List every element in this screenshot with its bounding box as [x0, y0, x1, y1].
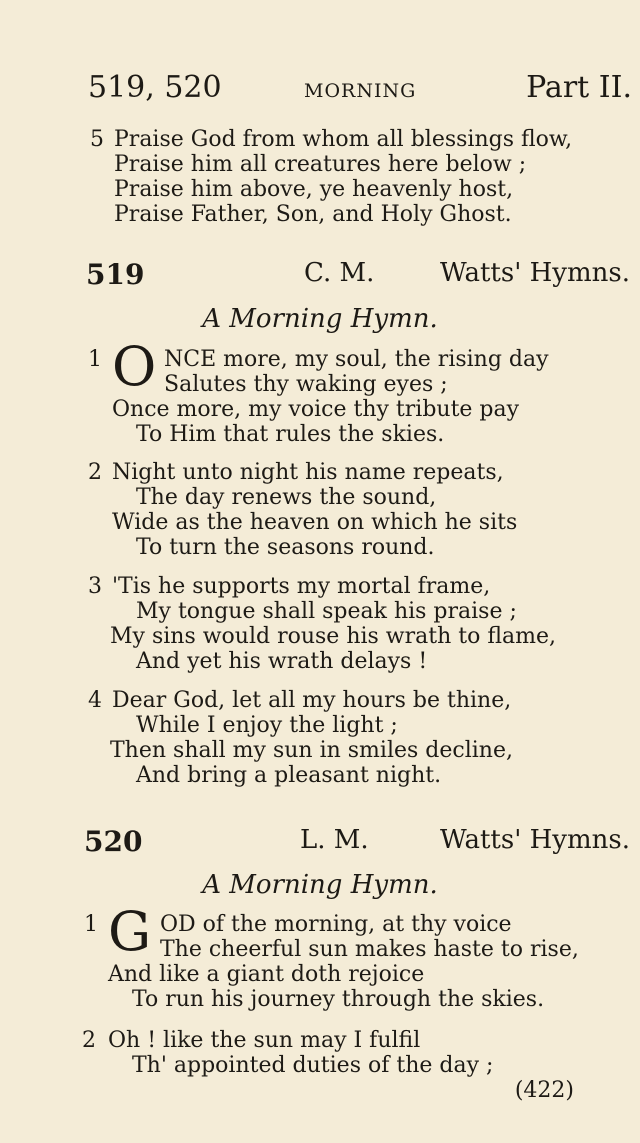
- page-number: (422): [514, 1078, 574, 1103]
- hymn-meter: L. M.: [300, 825, 369, 855]
- verse-number: 2: [88, 460, 102, 485]
- verse-line: My tongue shall speak his praise ;: [136, 599, 517, 624]
- hymn-subtitle: A Morning Hymn.: [202, 870, 438, 900]
- verse-number: 4: [88, 688, 102, 713]
- verse-number: 1: [84, 912, 98, 937]
- verse-line: My sins would rouse his wrath to flame,: [110, 624, 557, 649]
- verse-line: NCE more, my soul, the rising day: [164, 347, 549, 372]
- hymn-number: 520: [84, 825, 143, 858]
- drop-cap: G: [108, 900, 152, 963]
- hymn-subtitle: A Morning Hymn.: [202, 304, 438, 334]
- verse-line: And like a giant doth rejoice: [108, 962, 425, 987]
- verse-line: 'Tis he supports my mortal frame,: [112, 574, 491, 599]
- verse-line: Praise Father, Son, and Holy Ghost.: [114, 202, 512, 227]
- verse-line: To Him that rules the skies.: [136, 422, 445, 447]
- verse-number: 3: [88, 574, 102, 599]
- verse-line: Oh ! like the sun may I fulfil: [108, 1028, 421, 1053]
- header-part: Part II.: [526, 70, 632, 105]
- verse-line: Salutes thy waking eyes ;: [164, 372, 448, 397]
- verse-line: Praise God from whom all blessings flow,: [114, 127, 573, 152]
- hymn-source: Watts' Hymns.: [440, 825, 630, 855]
- hymn-meter: C. M.: [304, 258, 375, 288]
- verse-line: OD of the morning, at thy voice: [160, 912, 512, 937]
- verse-line: The day renews the sound,: [136, 485, 437, 510]
- verse-line: To run his journey through the skies.: [132, 987, 545, 1012]
- verse-line: Th' appointed duties of the day ;: [132, 1053, 494, 1078]
- verse-line: Once more, my voice thy tribute pay: [112, 397, 520, 422]
- verse-number: 1: [88, 347, 102, 372]
- verse-number: 2: [82, 1028, 96, 1053]
- hymn-source: Watts' Hymns.: [440, 258, 630, 288]
- verse-line: And yet his wrath delays !: [136, 649, 428, 674]
- verse-line: Wide as the heaven on which he sits: [112, 510, 518, 535]
- verse-line: Praise him above, ye heavenly host,: [114, 177, 514, 202]
- running-header: [88, 70, 632, 110]
- drop-cap: O: [112, 335, 157, 398]
- verse-line: To turn the seasons round.: [136, 535, 435, 560]
- verse-line: Night unto night his name repeats,: [112, 460, 504, 485]
- verse-line: Then shall my sun in smiles decline,: [110, 738, 513, 763]
- verse-line: The cheerful sun makes haste to rise,: [160, 937, 579, 962]
- verse-number: 5: [90, 127, 104, 152]
- header-hymn-numbers: 519, 520: [88, 70, 222, 105]
- verse-line: While I enjoy the light ;: [136, 713, 398, 738]
- verse-line: And bring a pleasant night.: [136, 763, 442, 788]
- header-title: MORNING: [304, 80, 417, 102]
- verse-line: Dear God, let all my hours be thine,: [112, 688, 512, 713]
- hymn-number: 519: [86, 258, 145, 291]
- verse-line: Praise him all creatures here below ;: [114, 152, 527, 177]
